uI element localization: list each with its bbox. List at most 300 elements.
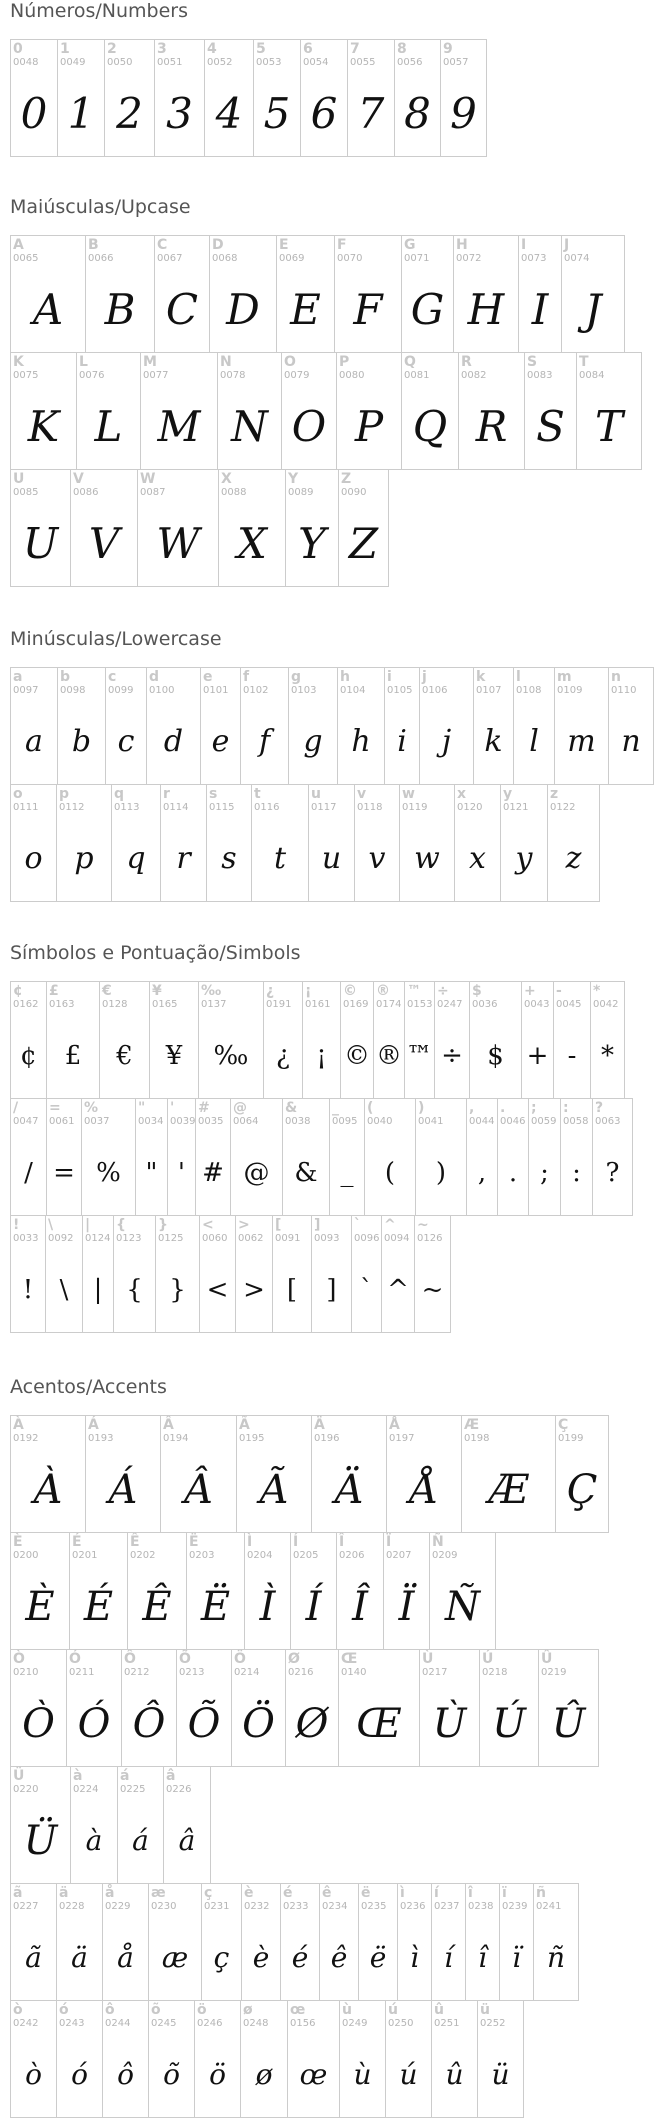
glyph-code: 0033 bbox=[13, 1233, 39, 1244]
section-title: Acentos/Accents bbox=[10, 1376, 167, 1398]
glyph-sample: ó bbox=[71, 2058, 88, 2091]
glyph-char-label: Ì bbox=[247, 1534, 253, 1550]
glyph-char-label: Î bbox=[339, 1534, 345, 1550]
glyph-cell bbox=[272, 1215, 312, 1333]
glyph-sample: o bbox=[24, 841, 43, 876]
glyph-char-label: å bbox=[105, 1885, 115, 1901]
glyph-sample: ^ bbox=[387, 1275, 409, 1305]
glyph-char-label: Ò bbox=[13, 1651, 25, 1667]
glyph-cell bbox=[10, 39, 58, 157]
glyph-cell bbox=[201, 1883, 242, 2001]
glyph-cell bbox=[85, 235, 155, 353]
glyph-sample: ñ bbox=[546, 1941, 566, 1974]
glyph-char-label: À bbox=[13, 1417, 24, 1433]
glyph-code: 0217 bbox=[422, 1667, 448, 1678]
glyph-sample: ç bbox=[213, 1941, 230, 1974]
glyph-code: 0248 bbox=[243, 2018, 269, 2029]
glyph-char-label: ; bbox=[531, 1100, 537, 1116]
glyph-cell bbox=[381, 1215, 415, 1333]
glyph-char-label: d bbox=[149, 669, 160, 685]
glyph-code: 0085 bbox=[13, 487, 39, 498]
glyph-code: 0108 bbox=[516, 685, 542, 696]
glyph-code: 0165 bbox=[152, 999, 178, 1010]
glyph-sample: ‰ bbox=[213, 1041, 249, 1071]
glyph-cell bbox=[253, 39, 301, 157]
glyph-code: 0232 bbox=[244, 1901, 270, 1912]
glyph-sample: < bbox=[206, 1275, 229, 1305]
glyph-sample: È bbox=[25, 1584, 55, 1630]
glyph-sample: F bbox=[353, 285, 383, 334]
glyph-sample: { bbox=[126, 1275, 143, 1305]
glyph-sample: O bbox=[291, 402, 327, 451]
glyph-sample: i bbox=[397, 724, 407, 759]
glyph-char-label: Ä bbox=[314, 1417, 325, 1433]
glyph-cell bbox=[401, 235, 454, 353]
glyph-char-label: ë bbox=[361, 1885, 371, 1901]
glyph-code: 0226 bbox=[166, 1784, 192, 1795]
glyph-cell bbox=[547, 784, 600, 902]
glyph-char-label: , bbox=[469, 1100, 475, 1116]
glyph-char-label: f bbox=[243, 669, 250, 685]
glyph-cell bbox=[319, 1883, 359, 2001]
glyph-code: 0199 bbox=[558, 1433, 584, 1444]
glyph-code: 0239 bbox=[502, 1901, 528, 1912]
glyph-cell bbox=[160, 784, 207, 902]
glyph-cell bbox=[10, 1766, 71, 1884]
glyph-char-label: Ñ bbox=[432, 1534, 444, 1550]
glyph-sample: w bbox=[414, 841, 440, 876]
glyph-char-label: 1 bbox=[60, 41, 70, 57]
glyph-char-label: % bbox=[84, 1100, 99, 1116]
glyph-code: 0195 bbox=[239, 1433, 265, 1444]
glyph-sample: © bbox=[344, 1041, 370, 1071]
glyph-code: 0040 bbox=[367, 1116, 393, 1127]
glyph-cell bbox=[186, 1532, 245, 1650]
glyph-cell bbox=[386, 1415, 462, 1533]
glyph-sample: L bbox=[94, 402, 123, 451]
glyph-sample: Ã bbox=[259, 1467, 289, 1513]
glyph-code: 0252 bbox=[480, 2018, 506, 2029]
glyph-char-label: x bbox=[457, 786, 467, 802]
glyph-cell bbox=[311, 1415, 387, 1533]
glyph-sample: . bbox=[508, 1158, 518, 1188]
glyph-code: 0237 bbox=[434, 1901, 460, 1912]
glyph-char-label: ™ bbox=[407, 983, 421, 999]
glyph-sample: % bbox=[96, 1158, 121, 1188]
glyph-sample: ¿ bbox=[276, 1041, 290, 1071]
glyph-char-label: ç bbox=[204, 1885, 213, 1901]
glyph-sample: + bbox=[526, 1041, 549, 1071]
glyph-sample: y bbox=[515, 841, 533, 876]
glyph-code: 0043 bbox=[524, 999, 550, 1010]
glyph-code: 0097 bbox=[13, 685, 39, 696]
glyph-sample: À bbox=[33, 1467, 63, 1513]
glyph-code: 0041 bbox=[418, 1116, 444, 1127]
glyph-sample: Z bbox=[348, 519, 379, 568]
glyph-code: 0107 bbox=[476, 685, 502, 696]
glyph-sample: Ü bbox=[23, 1818, 58, 1864]
glyph-cell bbox=[414, 1215, 451, 1333]
glyph-sample: a bbox=[25, 724, 43, 759]
glyph-char-label: < bbox=[202, 1217, 214, 1233]
glyph-cell bbox=[461, 1415, 556, 1533]
glyph-cell bbox=[338, 1649, 420, 1767]
glyph-cell bbox=[288, 667, 338, 785]
glyph-sample: ã bbox=[25, 1941, 42, 1974]
glyph-code: 0045 bbox=[556, 999, 582, 1010]
glyph-char-label: õ bbox=[151, 2002, 161, 2018]
glyph-code: 0110 bbox=[611, 685, 637, 696]
glyph-sample: ) bbox=[435, 1158, 447, 1188]
glyph-sample: 1 bbox=[67, 89, 95, 138]
glyph-code: 0113 bbox=[114, 802, 140, 813]
glyph-code: 0245 bbox=[151, 2018, 177, 2029]
glyph-cell bbox=[76, 352, 141, 470]
glyph-char-label: £ bbox=[49, 983, 59, 999]
glyph-grid bbox=[10, 981, 655, 1332]
glyph-cell bbox=[218, 469, 286, 587]
glyph-code: 0137 bbox=[201, 999, 227, 1010]
glyph-cell bbox=[285, 469, 339, 587]
glyph-cell bbox=[10, 981, 47, 1099]
glyph-code: 0050 bbox=[107, 57, 133, 68]
glyph-code: 0207 bbox=[386, 1550, 412, 1561]
glyph-sample: á bbox=[132, 1824, 149, 1857]
section-5 bbox=[10, 1376, 655, 2117]
glyph-code: 0062 bbox=[238, 1233, 264, 1244]
glyph-cell bbox=[235, 1215, 273, 1333]
glyph-cell bbox=[56, 2000, 103, 2118]
glyph-char-label: È bbox=[13, 1534, 23, 1550]
glyph-char-label: ü bbox=[480, 2002, 490, 2018]
glyph-char-label: Ô bbox=[124, 1651, 136, 1667]
glyph-sample: ( bbox=[384, 1158, 396, 1188]
glyph-sample: ¥ bbox=[165, 1041, 183, 1071]
glyph-char-label: é bbox=[283, 1885, 293, 1901]
glyph-sample: ø bbox=[255, 2058, 273, 2091]
glyph-sample: R bbox=[475, 402, 508, 451]
glyph-cell bbox=[10, 667, 58, 785]
glyph-char-label: Y bbox=[288, 471, 299, 487]
glyph-char-label: c bbox=[108, 669, 117, 685]
glyph-cell bbox=[251, 784, 309, 902]
glyph-char-label: $ bbox=[472, 983, 482, 999]
glyph-cell bbox=[10, 1649, 67, 1767]
glyph-char-label: Õ bbox=[179, 1651, 191, 1667]
glyph-char-label: m bbox=[557, 669, 572, 685]
glyph-sample: Ê bbox=[142, 1584, 172, 1630]
glyph-code: 0246 bbox=[197, 2018, 223, 2029]
glyph-code: 0106 bbox=[422, 685, 448, 696]
glyph-code: 0104 bbox=[340, 685, 366, 696]
glyph-cell bbox=[105, 667, 147, 785]
glyph-char-label: @ bbox=[233, 1100, 247, 1116]
glyph-code: 0244 bbox=[105, 2018, 131, 2029]
glyph-char-label: í bbox=[434, 1885, 439, 1901]
glyph-cell bbox=[10, 1098, 47, 1216]
glyph-code: 0200 bbox=[13, 1550, 39, 1561]
glyph-cell bbox=[513, 667, 555, 785]
glyph-char-label: k bbox=[476, 669, 486, 685]
glyph-sample: ` bbox=[360, 1275, 373, 1305]
glyph-code: 0042 bbox=[593, 999, 619, 1010]
glyph-cell bbox=[127, 1532, 187, 1650]
glyph-cell bbox=[465, 1883, 500, 2001]
glyph-cell bbox=[434, 981, 470, 1099]
glyph-code: 0072 bbox=[456, 253, 482, 264]
glyph-code: 0058 bbox=[563, 1116, 589, 1127]
glyph-sample: j bbox=[441, 724, 452, 759]
glyph-cell bbox=[117, 1766, 164, 1884]
glyph-code: 0099 bbox=[108, 685, 134, 696]
glyph-cell bbox=[337, 667, 385, 785]
glyph-sample: J bbox=[584, 285, 602, 334]
glyph-cell bbox=[561, 235, 625, 353]
glyph-code: 0038 bbox=[285, 1116, 311, 1127]
glyph-sample: £ bbox=[64, 1041, 82, 1071]
glyph-cell bbox=[329, 1098, 365, 1216]
glyph-code: 0205 bbox=[293, 1550, 319, 1561]
glyph-char-label: 3 bbox=[157, 41, 167, 57]
glyph-sample: ] bbox=[326, 1275, 337, 1305]
glyph-char-label: â bbox=[166, 1768, 176, 1784]
glyph-cell bbox=[419, 1649, 480, 1767]
glyph-code: 0250 bbox=[388, 2018, 414, 2029]
glyph-char-label: 5 bbox=[256, 41, 266, 57]
glyph-sample: ÷ bbox=[441, 1041, 463, 1071]
glyph-code: 0118 bbox=[357, 802, 383, 813]
glyph-cell bbox=[160, 1415, 237, 1533]
glyph-sample: ô bbox=[117, 2058, 134, 2091]
glyph-code: 0067 bbox=[157, 253, 183, 264]
glyph-char-label: / bbox=[13, 1100, 19, 1116]
glyph-char-label: h bbox=[340, 669, 350, 685]
glyph-cell bbox=[10, 352, 77, 470]
glyph-sample: p bbox=[74, 841, 94, 876]
glyph-char-label: œ bbox=[290, 2002, 306, 2018]
glyph-code: 0089 bbox=[288, 487, 314, 498]
glyph-code: 0056 bbox=[397, 57, 423, 68]
glyph-char-label: ê bbox=[322, 1885, 332, 1901]
glyph-code: 0092 bbox=[48, 1233, 74, 1244]
glyph-sample: Ä bbox=[334, 1467, 364, 1513]
glyph-code: 0077 bbox=[143, 370, 169, 381]
glyph-code: 0193 bbox=[88, 1433, 114, 1444]
glyph-char-label: l bbox=[516, 669, 521, 685]
glyph-sample: v bbox=[368, 841, 386, 876]
glyph-char-label: + bbox=[524, 983, 536, 999]
section-2 bbox=[10, 196, 655, 586]
glyph-char-label: > bbox=[238, 1217, 250, 1233]
glyph-code: 0046 bbox=[500, 1116, 526, 1127]
glyph-char-label: Ã bbox=[239, 1417, 250, 1433]
glyph-cell bbox=[339, 2000, 386, 2118]
glyph-sample: 9 bbox=[450, 89, 477, 138]
glyph-char-label: j bbox=[422, 669, 427, 685]
glyph-cell bbox=[553, 981, 591, 1099]
glyph-char-label: É bbox=[72, 1534, 82, 1550]
glyph-sample: b bbox=[71, 724, 92, 759]
glyph-sample: ë bbox=[369, 1941, 387, 1974]
glyph-code: 0083 bbox=[527, 370, 553, 381]
glyph-sample: œ bbox=[299, 2058, 328, 2091]
glyph-cell bbox=[163, 1766, 211, 1884]
glyph-cell bbox=[336, 352, 402, 470]
glyph-sample: k bbox=[484, 724, 503, 759]
glyph-code: 0051 bbox=[157, 57, 183, 68]
glyph-char-label: ® bbox=[376, 983, 390, 999]
glyph-code: 0064 bbox=[233, 1116, 259, 1127]
glyph-char-label: [ bbox=[275, 1217, 282, 1233]
glyph-cell bbox=[454, 784, 501, 902]
glyph-code: 0204 bbox=[247, 1550, 273, 1561]
glyph-char-label: B bbox=[88, 237, 99, 253]
glyph-code: 0124 bbox=[85, 1233, 111, 1244]
glyph-cell bbox=[440, 39, 487, 157]
glyph-cell bbox=[347, 39, 395, 157]
glyph-sample: 6 bbox=[310, 89, 338, 138]
glyph-sample: $ bbox=[487, 1041, 504, 1071]
glyph-char-label: _ bbox=[332, 1100, 339, 1116]
glyph-sample: z bbox=[565, 841, 582, 876]
glyph-sample: n bbox=[621, 724, 641, 759]
glyph-code: 0242 bbox=[13, 2018, 39, 2029]
glyph-char-label: . bbox=[500, 1100, 506, 1116]
glyph-sample: â bbox=[178, 1824, 196, 1857]
glyph-code: 0206 bbox=[339, 1550, 365, 1561]
glyph-sample: _ bbox=[340, 1158, 354, 1188]
glyph-sample: g bbox=[303, 724, 323, 759]
glyph-code: 0102 bbox=[243, 685, 269, 696]
glyph-code: 0088 bbox=[221, 487, 247, 498]
glyph-char-label: ¿ bbox=[266, 983, 275, 999]
glyph-code: 0197 bbox=[389, 1433, 415, 1444]
glyph-cell bbox=[176, 1649, 232, 1767]
glyph-sample: ú bbox=[399, 2058, 418, 2091]
glyph-cell bbox=[384, 667, 420, 785]
glyph-cell bbox=[453, 235, 519, 353]
glyph-char-label: i bbox=[387, 669, 392, 685]
glyph-cell bbox=[385, 2000, 432, 2118]
glyph-char-label: C bbox=[157, 237, 168, 253]
glyph-cell bbox=[56, 784, 112, 902]
glyph-cell bbox=[46, 981, 100, 1099]
glyph-cell bbox=[397, 1883, 432, 2001]
glyph-code: 0039 bbox=[170, 1116, 196, 1127]
glyph-code: 0192 bbox=[13, 1433, 39, 1444]
glyph-char-label: Z bbox=[341, 471, 352, 487]
glyph-cell bbox=[56, 1883, 103, 2001]
glyph-cell bbox=[167, 1098, 196, 1216]
glyph-cell bbox=[364, 1098, 416, 1216]
glyph-cell bbox=[10, 235, 86, 353]
glyph-char-label: M bbox=[143, 354, 157, 370]
glyph-code: 0156 bbox=[290, 2018, 316, 2029]
glyph-cell bbox=[415, 1098, 467, 1216]
glyph-sample: c bbox=[117, 724, 135, 759]
glyph-code: 0210 bbox=[13, 1667, 39, 1678]
glyph-cell bbox=[111, 784, 161, 902]
glyph-cell bbox=[338, 469, 389, 587]
glyph-code: 0100 bbox=[149, 685, 175, 696]
glyph-char-label: 7 bbox=[350, 41, 360, 57]
glyph-cell bbox=[469, 981, 522, 1099]
glyph-sample: t bbox=[273, 841, 287, 876]
glyph-code: 0220 bbox=[13, 1784, 39, 1795]
glyph-cell bbox=[199, 1215, 236, 1333]
glyph-code: 0049 bbox=[60, 57, 86, 68]
glyph-cell bbox=[200, 667, 241, 785]
glyph-code: 0076 bbox=[79, 370, 105, 381]
glyph-sample: q bbox=[126, 841, 146, 876]
glyph-char-label: ö bbox=[197, 2002, 207, 2018]
glyph-sample: û bbox=[445, 2058, 464, 2091]
glyph-code: 0059 bbox=[531, 1116, 557, 1127]
glyph-cell bbox=[334, 235, 402, 353]
glyph-char-label: : bbox=[563, 1100, 569, 1116]
glyph-sample: [ bbox=[286, 1275, 298, 1305]
glyph-sample: É bbox=[83, 1584, 114, 1630]
glyph-char-label: Ù bbox=[422, 1651, 434, 1667]
glyph-code: 0048 bbox=[13, 57, 39, 68]
glyph-code: 0069 bbox=[279, 253, 305, 264]
glyph-cell bbox=[555, 1415, 609, 1533]
glyph-code: 0091 bbox=[275, 1233, 301, 1244]
glyph-code: 0140 bbox=[341, 1667, 367, 1678]
glyph-code: 0194 bbox=[163, 1433, 189, 1444]
glyph-cell bbox=[82, 1215, 114, 1333]
glyph-code: 0084 bbox=[579, 370, 605, 381]
section-4 bbox=[10, 942, 655, 1332]
glyph-code: 0090 bbox=[341, 487, 367, 498]
glyph-code: 0065 bbox=[13, 253, 39, 264]
glyph-code: 0087 bbox=[140, 487, 166, 498]
glyph-cell bbox=[576, 352, 642, 470]
glyph-char-label: J bbox=[564, 237, 570, 253]
glyph-sample: é bbox=[291, 1941, 309, 1974]
glyph-char-label: ò bbox=[13, 2002, 23, 2018]
glyph-sample: ù bbox=[353, 2058, 372, 2091]
glyph-cell bbox=[85, 1415, 161, 1533]
glyph-char-label: ! bbox=[13, 1217, 20, 1233]
glyph-sample: P bbox=[354, 402, 384, 451]
glyph-char-label: Ë bbox=[189, 1534, 199, 1550]
glyph-sample: l bbox=[529, 724, 539, 759]
glyph-cell bbox=[431, 1883, 466, 2001]
glyph-code: 0125 bbox=[158, 1233, 184, 1244]
glyph-code: 0212 bbox=[124, 1667, 150, 1678]
glyph-sample: W bbox=[156, 519, 200, 568]
glyph-code: 0238 bbox=[468, 1901, 494, 1912]
glyph-code: 0121 bbox=[503, 802, 529, 813]
glyph-char-label: { bbox=[116, 1217, 126, 1233]
glyph-sample: ê bbox=[330, 1941, 348, 1974]
glyph-code: 0053 bbox=[256, 57, 282, 68]
section-title: Maiúsculas/Upcase bbox=[10, 196, 191, 218]
glyph-sample: õ bbox=[163, 2058, 180, 2091]
glyph-char-label: s bbox=[209, 786, 218, 802]
glyph-cell bbox=[311, 1215, 352, 1333]
glyph-code: 0120 bbox=[457, 802, 483, 813]
glyph-char-label: Ú bbox=[482, 1651, 494, 1667]
glyph-code: 0094 bbox=[384, 1233, 410, 1244]
glyph-code: 0063 bbox=[595, 1116, 621, 1127]
glyph-char-label: à bbox=[73, 1768, 83, 1784]
glyph-code: 0123 bbox=[116, 1233, 142, 1244]
glyph-sample: > bbox=[243, 1275, 265, 1305]
glyph-char-label: z bbox=[550, 786, 559, 802]
glyph-cell bbox=[538, 1649, 599, 1767]
